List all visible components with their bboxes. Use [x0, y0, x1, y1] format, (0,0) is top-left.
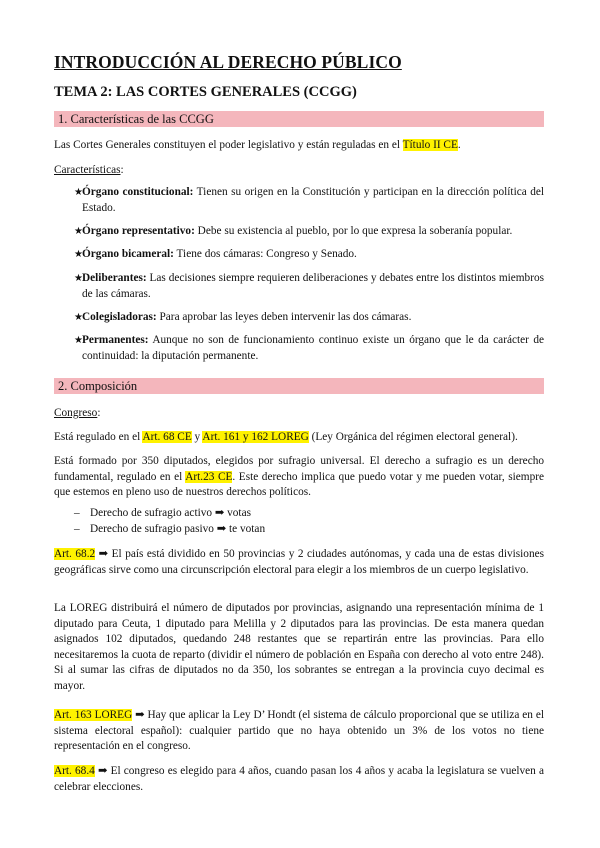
congreso-label-line	[54, 406, 544, 422]
article-highlight: Art. 68 CE	[142, 431, 192, 443]
text-run: Está regulado en el	[54, 431, 143, 443]
list-item	[74, 247, 544, 263]
page-title: INTRODUCCIÓN AL DERECHO PÚBLICO	[54, 52, 402, 72]
item-text: Las decisiones siempre requieren deliberaciones y debates entre los distintos miembros de las cámaras.	[82, 272, 544, 300]
article-highlight: Art. 68.4	[54, 765, 95, 777]
congreso-label: Congreso	[54, 407, 98, 419]
item-text: Para aprobar las leyes deben intervenir las dos cámaras.	[156, 311, 412, 323]
text-run: y	[191, 431, 203, 443]
caracteristicas-label-line	[54, 163, 544, 179]
star-bullet-icon: ★	[74, 273, 83, 284]
star-bullet-icon: ★	[74, 335, 83, 346]
intro-paragraph	[54, 138, 544, 154]
item-text: Tiene dos cámaras: Congreso y Senado.	[173, 248, 357, 260]
article-highlight: Art. 163 LOREG	[54, 709, 133, 721]
art-163-paragraph	[54, 708, 544, 755]
item-text: Aunque no son de funcionamiento continuo existe un órgano que le da carácter de continuidad: la diputación permanente.	[82, 334, 544, 362]
intro-text: Las Cortes Generales constituyen el poder legislativo y están reguladas en el	[54, 139, 403, 151]
intro-highlight: Título II CE	[402, 139, 458, 151]
item-text: Debe su existencia al pueblo, por lo que expresa la soberanía popular.	[194, 225, 513, 237]
section-heading-composicion: 2. Composición	[54, 378, 544, 394]
list-item	[74, 224, 544, 240]
article-highlight: Art. 161 y 162 LOREG	[202, 431, 309, 443]
list-item	[74, 333, 544, 364]
item-text: Tienen su origen en la Constitución y participan en la dirección política del Estado.	[82, 186, 544, 214]
regulation-paragraph	[54, 430, 544, 446]
dash-text: Derecho de sufragio pasivo ➡ te votan	[90, 523, 266, 535]
caracteristicas-colon: :	[120, 164, 124, 176]
list-item	[74, 185, 544, 216]
text-run: . Este derecho implica que puedo votar y me pueden votar, siempre que estemos en pleno uso de nuestros derechos políticos.	[54, 470, 544, 498]
text-run: ➡ Hay que aplicar la Ley D’ Hondt (el sistema de cálculo proporcional que se utiliza en el sistema electoral español): cualquier partido que no haya obtenido un 3% de los votos no tiene representación en el congreso.	[54, 709, 544, 752]
item-term: Órgano constitucional:	[82, 186, 194, 198]
art-68-2-paragraph	[54, 547, 544, 578]
list-item	[74, 271, 544, 302]
dash-text: Derecho de sufragio activo ➡ votas	[90, 507, 251, 519]
caracteristicas-label: Características	[54, 164, 121, 176]
text-run: ➡ El congreso es elegido para 4 años, cuando pasan los 4 años y acaba la legislatura se vuelven a celebrar elecciones.	[54, 765, 544, 793]
item-term: Deliberantes:	[82, 272, 147, 284]
item-term: Colegisladoras:	[82, 311, 157, 323]
loreg-paragraph: La LOREG distribuirá el número de diputados por provincias, asignando una representación mínima de 1 diputado para Ceuta, 1 diputado para Melilla y 2 diputados para las provincias. De esta manera quedan asignados 102 diputados, quedando 248 restantes que se repartirán entre las provincias. Para ello necesitaremos la cuota de reparto (dividir el número de población en España con derecho al voto entre 248). Si al sumar las cifras de diputados no da 350, los sobrantes se entregan a la provincia cuyo decimal es mayor.	[54, 602, 544, 692]
article-highlight: Art.23 CE	[185, 470, 233, 483]
text-run: Está formado por 350 diputados, elegidos por sufragio universal. El derecho a sufragio es un derecho fundamental, regulado en el	[54, 455, 544, 483]
item-term: Órgano representativo:	[82, 225, 195, 237]
star-bullet-icon: ★	[74, 249, 83, 260]
congreso-colon: :	[97, 407, 101, 419]
dash-bullet: –	[74, 507, 80, 519]
art-68-4-paragraph	[54, 764, 544, 795]
intro-end: .	[457, 139, 461, 151]
text-run: (Ley Orgánica del régimen electoral general).	[308, 431, 518, 443]
dash-bullet: –	[74, 523, 80, 535]
star-bullet-icon: ★	[74, 226, 83, 237]
text-run: ➡ El país está dividido en 50 provincias y 2 ciudades autónomas, y cada una de estas divisiones geográficas sirve como una circunscripción electoral para elegir a los miembros de un cuerpo legislativo.	[54, 548, 544, 576]
section-heading-caracteristicas: 1. Características de las CCGG	[54, 111, 544, 127]
list-item	[74, 310, 544, 326]
dash-item	[74, 506, 251, 521]
star-bullet-icon: ★	[74, 187, 83, 198]
dash-item	[74, 522, 265, 537]
composition-paragraph	[54, 454, 544, 501]
item-term: Permanentes:	[82, 334, 149, 346]
star-bullet-icon: ★	[74, 312, 83, 323]
article-highlight: Art. 68.2	[54, 548, 96, 560]
topic-subtitle: TEMA 2: LAS CORTES GENERALES (CCGG)	[54, 84, 357, 100]
item-term: Órgano bicameral:	[82, 248, 174, 260]
